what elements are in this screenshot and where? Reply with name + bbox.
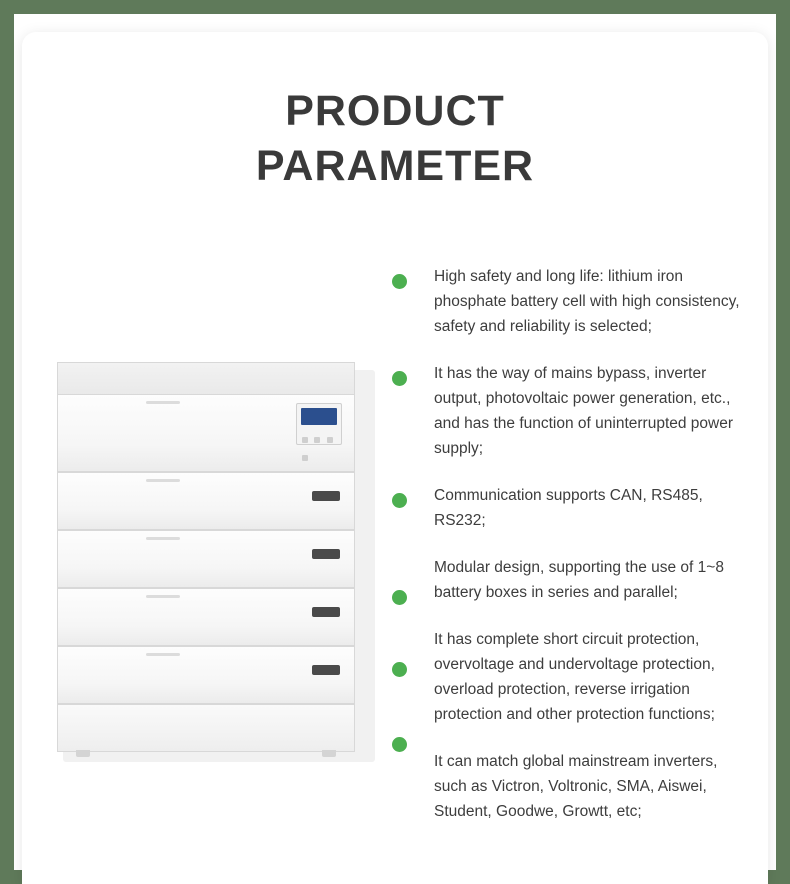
battery-module-1 [57,472,355,530]
control-button-1 [302,437,308,443]
bullet-dot-icon [392,737,407,752]
feature-text: Communication supports CAN, RS485, RS232; [434,487,703,529]
control-button-2 [314,437,320,443]
control-buttons [302,430,336,438]
page-frame-right [776,0,790,884]
battery-module-top-cover [57,362,355,396]
list-item [392,555,742,605]
list-item [392,749,742,824]
page-title-line2: PARAMETER [255,142,535,190]
battery-module-controller [57,394,355,472]
module-handle-icon [312,665,340,675]
page-frame-top [0,0,790,14]
base-foot-left-icon [76,750,90,757]
bullet-dot-icon [392,493,407,508]
page-frame-left [0,0,14,884]
module-grip-icon [146,401,180,404]
page-title-line1: PRODUCT [285,87,505,135]
module-grip-icon [146,479,180,482]
battery-module-4 [57,646,355,704]
bullet-dot-icon [392,590,407,605]
bullet-dot-icon [392,662,407,677]
content-card [22,32,768,884]
battery-stack [57,362,357,752]
list-item [392,627,742,727]
control-panel [296,403,342,445]
feature-text: It has complete short circuit protection, overvoltage and undervoltage protection, overload protection, reverse irrigation protection and other protection functions; [434,631,715,723]
feature-text: It has the way of mains bypass, inverter output, photovoltaic power generation, etc., and has the function of uninterrupted power supply; [434,365,734,457]
bullet-dot-icon [392,371,407,386]
module-grip-icon [146,653,180,656]
battery-module-base [57,704,355,752]
product-image [57,362,377,762]
module-handle-icon [312,607,340,617]
feature-text: It can match global mainstream inverters, such as Victron, Voltronic, SMA, Aiswei, Student, Goodwe, Growtt, etc; [434,753,718,820]
bullet-dot-icon [392,274,407,289]
control-button-4 [302,455,308,461]
module-handle-icon [312,491,340,501]
control-button-3 [327,437,333,443]
battery-module-3 [57,588,355,646]
lcd-display-icon [301,408,337,425]
page-title [22,84,768,194]
module-grip-icon [146,595,180,598]
feature-text: Modular design, supporting the use of 1~8 battery boxes in series and parallel; [434,559,724,601]
feature-list [392,264,742,846]
list-item [392,361,742,461]
battery-module-2 [57,530,355,588]
list-item [392,264,742,339]
module-grip-icon [146,537,180,540]
module-handle-icon [312,549,340,559]
feature-text: High safety and long life: lithium iron phosphate battery cell with high consistency, safety and reliability is selected; [434,268,740,335]
list-item [392,483,742,533]
base-foot-right-icon [322,750,336,757]
